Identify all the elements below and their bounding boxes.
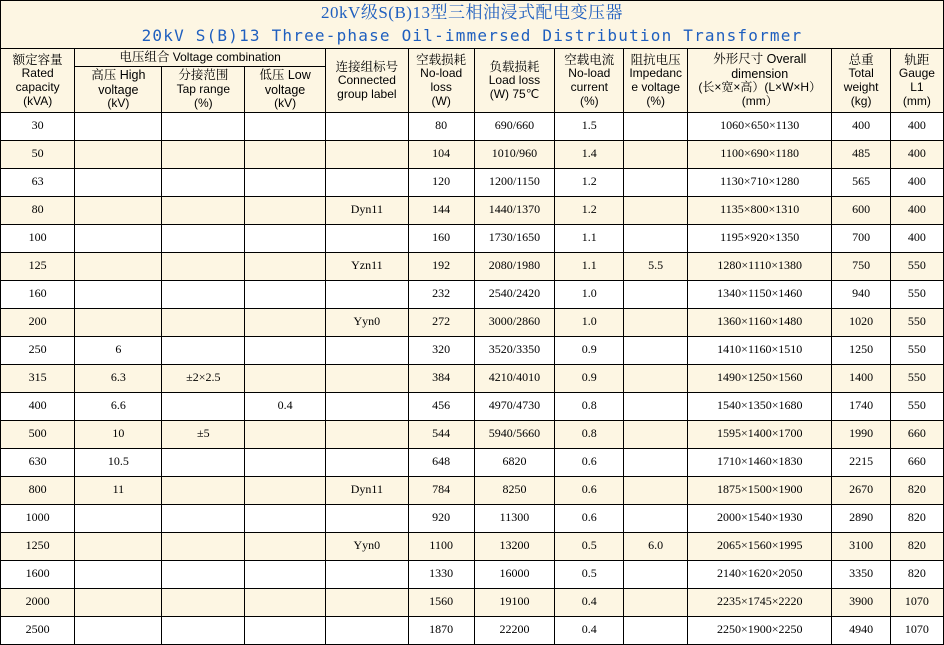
header-no-load-current-unit: (%) — [579, 93, 599, 108]
header-total-weight-unit: (kg) — [850, 93, 872, 108]
table-row — [1, 280, 944, 308]
header-impedance-voltage-en: Impedance voltage — [629, 65, 683, 94]
cell-high-voltage — [75, 252, 162, 280]
cell-tap-range — [162, 280, 245, 308]
cell-tap-range — [162, 140, 245, 168]
cell-high-voltage — [75, 308, 162, 336]
cell-gauge: 820 — [890, 504, 943, 532]
cell-connected-group — [325, 392, 408, 420]
cell-no-load-loss: 120 — [408, 168, 474, 196]
cell-connected-group — [325, 224, 408, 252]
cell-gauge: 400 — [890, 224, 943, 252]
cell-rated-capacity: 1600 — [1, 560, 75, 588]
header-overall-dimension-zh: 外形尺寸 Overall dimension — [713, 52, 807, 81]
cell-gauge: 1070 — [890, 588, 943, 616]
cell-low-voltage — [245, 308, 326, 336]
table-row — [1, 448, 944, 476]
cell-impedance-voltage — [624, 448, 688, 476]
cell-high-voltage — [75, 140, 162, 168]
cell-total-weight: 4940 — [832, 616, 890, 644]
cell-connected-group: Dyn11 — [325, 476, 408, 504]
header-high-voltage — [75, 67, 162, 113]
cell-no-load-loss: 232 — [408, 280, 474, 308]
cell-no-load-current: 1.2 — [555, 196, 624, 224]
cell-low-voltage — [245, 224, 326, 252]
cell-no-load-loss: 80 — [408, 112, 474, 140]
cell-overall-dimension: 1360×1160×1480 — [688, 308, 832, 336]
cell-gauge: 550 — [890, 392, 943, 420]
cell-high-voltage — [75, 532, 162, 560]
cell-load-loss: 2540/2420 — [474, 280, 555, 308]
header-high-voltage-unit: (kV) — [107, 95, 130, 110]
cell-total-weight: 2670 — [832, 476, 890, 504]
cell-rated-capacity: 500 — [1, 420, 75, 448]
cell-overall-dimension: 2000×1540×1930 — [688, 504, 832, 532]
cell-connected-group — [325, 112, 408, 140]
header-connected-group-zh: 连接组标号 — [335, 59, 399, 74]
cell-no-load-loss: 272 — [408, 308, 474, 336]
cell-tap-range — [162, 196, 245, 224]
header-total-weight — [832, 49, 890, 112]
cell-total-weight: 3350 — [832, 560, 890, 588]
cell-impedance-voltage — [624, 336, 688, 364]
title-zh: 20kV级S(B)13型三相油浸式配电变压器 — [321, 3, 623, 22]
title-en: 20kV S(B)13 Three-phase Oil-immersed Distribution Transformer — [141, 25, 803, 45]
cell-load-loss: 13200 — [474, 532, 555, 560]
cell-rated-capacity: 80 — [1, 196, 75, 224]
header-high-voltage-zh: 高压 High voltage — [91, 68, 146, 97]
cell-load-loss: 16000 — [474, 560, 555, 588]
cell-high-voltage — [75, 224, 162, 252]
header-voltage-combination-zh: 电压组合 — [119, 50, 170, 65]
header-overall-dimension — [688, 49, 832, 112]
header-overall-dimension-sub: (长×宽×高）(L×W×H）(mm） — [698, 80, 822, 108]
spec-table-body — [1, 112, 944, 644]
table-row — [1, 560, 944, 588]
cell-overall-dimension: 2250×1900×2250 — [688, 616, 832, 644]
cell-no-load-loss: 1870 — [408, 616, 474, 644]
cell-tap-range — [162, 448, 245, 476]
header-no-load-current-zh: 空载电流 — [564, 52, 615, 67]
header-low-voltage-zh: 低压 Low voltage — [259, 68, 311, 97]
header-connected-group-en: Connected group label — [337, 72, 397, 101]
cell-load-loss: 1440/1370 — [474, 196, 555, 224]
cell-tap-range — [162, 252, 245, 280]
cell-impedance-voltage — [624, 112, 688, 140]
cell-load-loss: 22200 — [474, 616, 555, 644]
cell-low-voltage — [245, 560, 326, 588]
header-row-1 — [1, 49, 944, 67]
cell-tap-range — [162, 308, 245, 336]
cell-connected-group — [325, 616, 408, 644]
cell-tap-range — [162, 392, 245, 420]
header-rated-capacity-zh: 额定容量 — [12, 52, 63, 67]
cell-rated-capacity: 125 — [1, 252, 75, 280]
cell-rated-capacity: 100 — [1, 224, 75, 252]
cell-tap-range — [162, 224, 245, 252]
cell-connected-group: Yyn0 — [325, 532, 408, 560]
cell-tap-range: ±5 — [162, 420, 245, 448]
header-load-loss-unit: (W) 75℃ — [489, 86, 540, 101]
title-cell — [1, 1, 944, 49]
cell-low-voltage: 0.4 — [245, 392, 326, 420]
cell-no-load-current: 0.9 — [555, 364, 624, 392]
cell-gauge: 820 — [890, 532, 943, 560]
cell-gauge: 820 — [890, 476, 943, 504]
cell-no-load-loss: 144 — [408, 196, 474, 224]
table-row — [1, 364, 944, 392]
cell-tap-range — [162, 112, 245, 140]
cell-high-voltage: 6.6 — [75, 392, 162, 420]
cell-overall-dimension: 1340×1150×1460 — [688, 280, 832, 308]
header-no-load-current-en: No-load current — [568, 65, 611, 94]
cell-no-load-loss: 104 — [408, 140, 474, 168]
cell-high-voltage: 6.3 — [75, 364, 162, 392]
header-tap-range-unit: (%) — [193, 95, 213, 110]
cell-connected-group — [325, 140, 408, 168]
cell-no-load-current: 0.6 — [555, 476, 624, 504]
cell-gauge: 550 — [890, 364, 943, 392]
cell-impedance-voltage — [624, 364, 688, 392]
cell-gauge: 550 — [890, 280, 943, 308]
cell-total-weight: 400 — [832, 112, 890, 140]
cell-rated-capacity: 1000 — [1, 504, 75, 532]
cell-no-load-loss: 456 — [408, 392, 474, 420]
cell-total-weight: 700 — [832, 224, 890, 252]
header-no-load-loss-unit: (W) — [431, 93, 451, 108]
cell-rated-capacity: 2000 — [1, 588, 75, 616]
header-tap-range — [162, 67, 245, 113]
cell-impedance-voltage — [624, 280, 688, 308]
cell-overall-dimension: 1135×800×1310 — [688, 196, 832, 224]
cell-overall-dimension: 1540×1350×1680 — [688, 392, 832, 420]
cell-no-load-current: 0.5 — [555, 560, 624, 588]
header-load-loss — [474, 49, 555, 112]
cell-overall-dimension: 2065×1560×1995 — [688, 532, 832, 560]
cell-no-load-current: 1.0 — [555, 280, 624, 308]
header-tap-range-en: Tap range — [176, 81, 230, 96]
cell-no-load-current: 1.4 — [555, 140, 624, 168]
cell-no-load-current: 0.4 — [555, 588, 624, 616]
cell-gauge: 400 — [890, 140, 943, 168]
header-load-loss-zh: 负载损耗 — [489, 59, 540, 74]
table-row — [1, 168, 944, 196]
table-row — [1, 616, 944, 644]
cell-low-voltage — [245, 196, 326, 224]
cell-connected-group — [325, 168, 408, 196]
cell-gauge: 550 — [890, 308, 943, 336]
cell-low-voltage — [245, 448, 326, 476]
cell-load-loss: 11300 — [474, 504, 555, 532]
cell-high-voltage — [75, 560, 162, 588]
header-voltage-combination — [75, 49, 326, 67]
header-impedance-voltage — [624, 49, 688, 112]
cell-total-weight: 600 — [832, 196, 890, 224]
cell-high-voltage — [75, 196, 162, 224]
cell-load-loss: 19100 — [474, 588, 555, 616]
cell-no-load-loss: 920 — [408, 504, 474, 532]
cell-load-loss: 6820 — [474, 448, 555, 476]
cell-load-loss: 1200/1150 — [474, 168, 555, 196]
cell-total-weight: 3900 — [832, 588, 890, 616]
cell-high-voltage: 10.5 — [75, 448, 162, 476]
cell-total-weight: 1250 — [832, 336, 890, 364]
header-gauge-unit: (mm) — [902, 93, 931, 108]
cell-connected-group — [325, 280, 408, 308]
cell-load-loss: 4970/4730 — [474, 392, 555, 420]
cell-connected-group — [325, 336, 408, 364]
cell-no-load-current: 0.8 — [555, 392, 624, 420]
header-no-load-loss-zh: 空载损耗 — [416, 52, 467, 67]
cell-high-voltage — [75, 112, 162, 140]
cell-no-load-loss: 648 — [408, 448, 474, 476]
table-row — [1, 308, 944, 336]
cell-gauge: 550 — [890, 252, 943, 280]
cell-total-weight: 1020 — [832, 308, 890, 336]
cell-low-voltage — [245, 168, 326, 196]
cell-load-loss: 690/660 — [474, 112, 555, 140]
cell-connected-group: Yzn11 — [325, 252, 408, 280]
header-gauge-zh: 轨距 — [904, 52, 930, 67]
header-load-loss-en: Load loss — [488, 72, 541, 87]
header-no-load-current — [555, 49, 624, 112]
cell-no-load-current: 0.8 — [555, 420, 624, 448]
cell-gauge: 400 — [890, 168, 943, 196]
cell-impedance-voltage — [624, 140, 688, 168]
cell-rated-capacity: 200 — [1, 308, 75, 336]
cell-total-weight: 1740 — [832, 392, 890, 420]
cell-impedance-voltage — [624, 196, 688, 224]
cell-connected-group — [325, 364, 408, 392]
cell-tap-range — [162, 476, 245, 504]
header-rated-capacity-en: Rated capacity — [15, 65, 60, 94]
cell-total-weight: 2215 — [832, 448, 890, 476]
cell-overall-dimension: 1595×1400×1700 — [688, 420, 832, 448]
cell-impedance-voltage — [624, 560, 688, 588]
header-no-load-loss — [408, 49, 474, 112]
cell-overall-dimension: 2235×1745×2220 — [688, 588, 832, 616]
cell-high-voltage — [75, 168, 162, 196]
cell-tap-range — [162, 616, 245, 644]
cell-connected-group — [325, 420, 408, 448]
cell-gauge: 550 — [890, 336, 943, 364]
cell-no-load-loss: 1560 — [408, 588, 474, 616]
cell-total-weight: 940 — [832, 280, 890, 308]
cell-impedance-voltage: 5.5 — [624, 252, 688, 280]
cell-total-weight: 565 — [832, 168, 890, 196]
cell-rated-capacity: 800 — [1, 476, 75, 504]
header-tap-range-zh: 分接范围 — [178, 68, 229, 83]
cell-low-voltage — [245, 280, 326, 308]
cell-gauge: 660 — [890, 420, 943, 448]
cell-overall-dimension: 1410×1160×1510 — [688, 336, 832, 364]
cell-impedance-voltage: 6.0 — [624, 532, 688, 560]
header-voltage-combination-en: Voltage combination — [172, 50, 281, 65]
cell-low-voltage — [245, 364, 326, 392]
cell-low-voltage — [245, 476, 326, 504]
cell-connected-group — [325, 560, 408, 588]
cell-connected-group — [325, 448, 408, 476]
cell-total-weight: 750 — [832, 252, 890, 280]
cell-rated-capacity: 63 — [1, 168, 75, 196]
cell-no-load-current: 1.0 — [555, 308, 624, 336]
cell-high-voltage: 10 — [75, 420, 162, 448]
table-row — [1, 420, 944, 448]
cell-no-load-loss: 1100 — [408, 532, 474, 560]
header-rated-capacity-unit: (kVA) — [23, 93, 53, 108]
table-row — [1, 140, 944, 168]
header-gauge — [890, 49, 943, 112]
cell-no-load-loss: 384 — [408, 364, 474, 392]
cell-no-load-loss: 784 — [408, 476, 474, 504]
table-row — [1, 252, 944, 280]
cell-total-weight: 3100 — [832, 532, 890, 560]
header-total-weight-en: Total weight — [843, 65, 879, 94]
cell-no-load-loss: 544 — [408, 420, 474, 448]
cell-no-load-current: 0.9 — [555, 336, 624, 364]
header-no-load-loss-en: No-load loss — [420, 65, 463, 94]
cell-no-load-loss: 192 — [408, 252, 474, 280]
header-impedance-voltage-unit: (%) — [646, 93, 665, 108]
cell-rated-capacity: 50 — [1, 140, 75, 168]
table-row — [1, 112, 944, 140]
cell-total-weight: 485 — [832, 140, 890, 168]
cell-load-loss: 4210/4010 — [474, 364, 555, 392]
cell-impedance-voltage — [624, 392, 688, 420]
cell-tap-range — [162, 336, 245, 364]
table-row — [1, 224, 944, 252]
cell-no-load-current: 0.4 — [555, 616, 624, 644]
cell-gauge: 400 — [890, 196, 943, 224]
cell-tap-range — [162, 560, 245, 588]
cell-overall-dimension: 1195×920×1350 — [688, 224, 832, 252]
header-rated-capacity — [1, 49, 75, 112]
cell-impedance-voltage — [624, 308, 688, 336]
cell-no-load-current: 1.1 — [555, 252, 624, 280]
cell-high-voltage — [75, 280, 162, 308]
cell-impedance-voltage — [624, 476, 688, 504]
cell-load-loss: 1010/960 — [474, 140, 555, 168]
cell-tap-range — [162, 532, 245, 560]
cell-total-weight: 1400 — [832, 364, 890, 392]
cell-overall-dimension: 1490×1250×1560 — [688, 364, 832, 392]
cell-load-loss: 2080/1980 — [474, 252, 555, 280]
cell-high-voltage — [75, 616, 162, 644]
cell-no-load-current: 1.1 — [555, 224, 624, 252]
cell-gauge: 660 — [890, 448, 943, 476]
cell-low-voltage — [245, 252, 326, 280]
cell-overall-dimension: 2140×1620×2050 — [688, 560, 832, 588]
header-low-voltage-unit: (kV) — [274, 95, 297, 110]
cell-tap-range: ±2×2.5 — [162, 364, 245, 392]
header-gauge-en: Gauge L1 — [898, 65, 935, 94]
cell-no-load-current: 1.2 — [555, 168, 624, 196]
cell-tap-range — [162, 168, 245, 196]
cell-rated-capacity: 1250 — [1, 532, 75, 560]
header-total-weight-zh: 总重 — [848, 52, 874, 67]
table-row — [1, 476, 944, 504]
cell-overall-dimension: 1100×690×1180 — [688, 140, 832, 168]
cell-low-voltage — [245, 140, 326, 168]
header-impedance-voltage-zh: 阻抗电压 — [630, 52, 681, 67]
cell-connected-group — [325, 504, 408, 532]
cell-low-voltage — [245, 336, 326, 364]
table-row — [1, 532, 944, 560]
cell-gauge: 820 — [890, 560, 943, 588]
cell-high-voltage: 11 — [75, 476, 162, 504]
cell-rated-capacity: 250 — [1, 336, 75, 364]
cell-low-voltage — [245, 532, 326, 560]
cell-overall-dimension: 1875×1500×1900 — [688, 476, 832, 504]
cell-rated-capacity: 630 — [1, 448, 75, 476]
cell-load-loss: 3520/3350 — [474, 336, 555, 364]
cell-low-voltage — [245, 112, 326, 140]
cell-no-load-loss: 160 — [408, 224, 474, 252]
cell-overall-dimension: 1710×1460×1830 — [688, 448, 832, 476]
cell-load-loss: 5940/5660 — [474, 420, 555, 448]
cell-load-loss: 1730/1650 — [474, 224, 555, 252]
title-row — [1, 1, 944, 49]
cell-rated-capacity: 2500 — [1, 616, 75, 644]
table-row — [1, 504, 944, 532]
cell-connected-group: Yyn0 — [325, 308, 408, 336]
cell-no-load-loss: 1330 — [408, 560, 474, 588]
cell-rated-capacity: 160 — [1, 280, 75, 308]
cell-rated-capacity: 315 — [1, 364, 75, 392]
cell-total-weight: 1990 — [832, 420, 890, 448]
cell-tap-range — [162, 504, 245, 532]
cell-low-voltage — [245, 420, 326, 448]
table-row — [1, 392, 944, 420]
cell-gauge: 1070 — [890, 616, 943, 644]
cell-no-load-loss: 320 — [408, 336, 474, 364]
cell-low-voltage — [245, 504, 326, 532]
header-connected-group — [325, 49, 408, 112]
table-row — [1, 336, 944, 364]
cell-impedance-voltage — [624, 168, 688, 196]
cell-rated-capacity: 30 — [1, 112, 75, 140]
cell-load-loss: 8250 — [474, 476, 555, 504]
cell-high-voltage: 6 — [75, 336, 162, 364]
cell-rated-capacity: 400 — [1, 392, 75, 420]
cell-load-loss: 3000/2860 — [474, 308, 555, 336]
cell-no-load-current: 1.5 — [555, 112, 624, 140]
cell-connected-group: Dyn11 — [325, 196, 408, 224]
cell-impedance-voltage — [624, 616, 688, 644]
cell-overall-dimension: 1130×710×1280 — [688, 168, 832, 196]
cell-impedance-voltage — [624, 504, 688, 532]
cell-low-voltage — [245, 616, 326, 644]
cell-total-weight: 2890 — [832, 504, 890, 532]
cell-no-load-current: 0.5 — [555, 532, 624, 560]
cell-gauge: 400 — [890, 112, 943, 140]
cell-overall-dimension: 1060×650×1130 — [688, 112, 832, 140]
cell-no-load-current: 0.6 — [555, 504, 624, 532]
cell-overall-dimension: 1280×1110×1380 — [688, 252, 832, 280]
cell-impedance-voltage — [624, 420, 688, 448]
table-row — [1, 196, 944, 224]
header-low-voltage — [245, 67, 326, 113]
cell-no-load-current: 0.6 — [555, 448, 624, 476]
cell-high-voltage — [75, 504, 162, 532]
cell-impedance-voltage — [624, 224, 688, 252]
